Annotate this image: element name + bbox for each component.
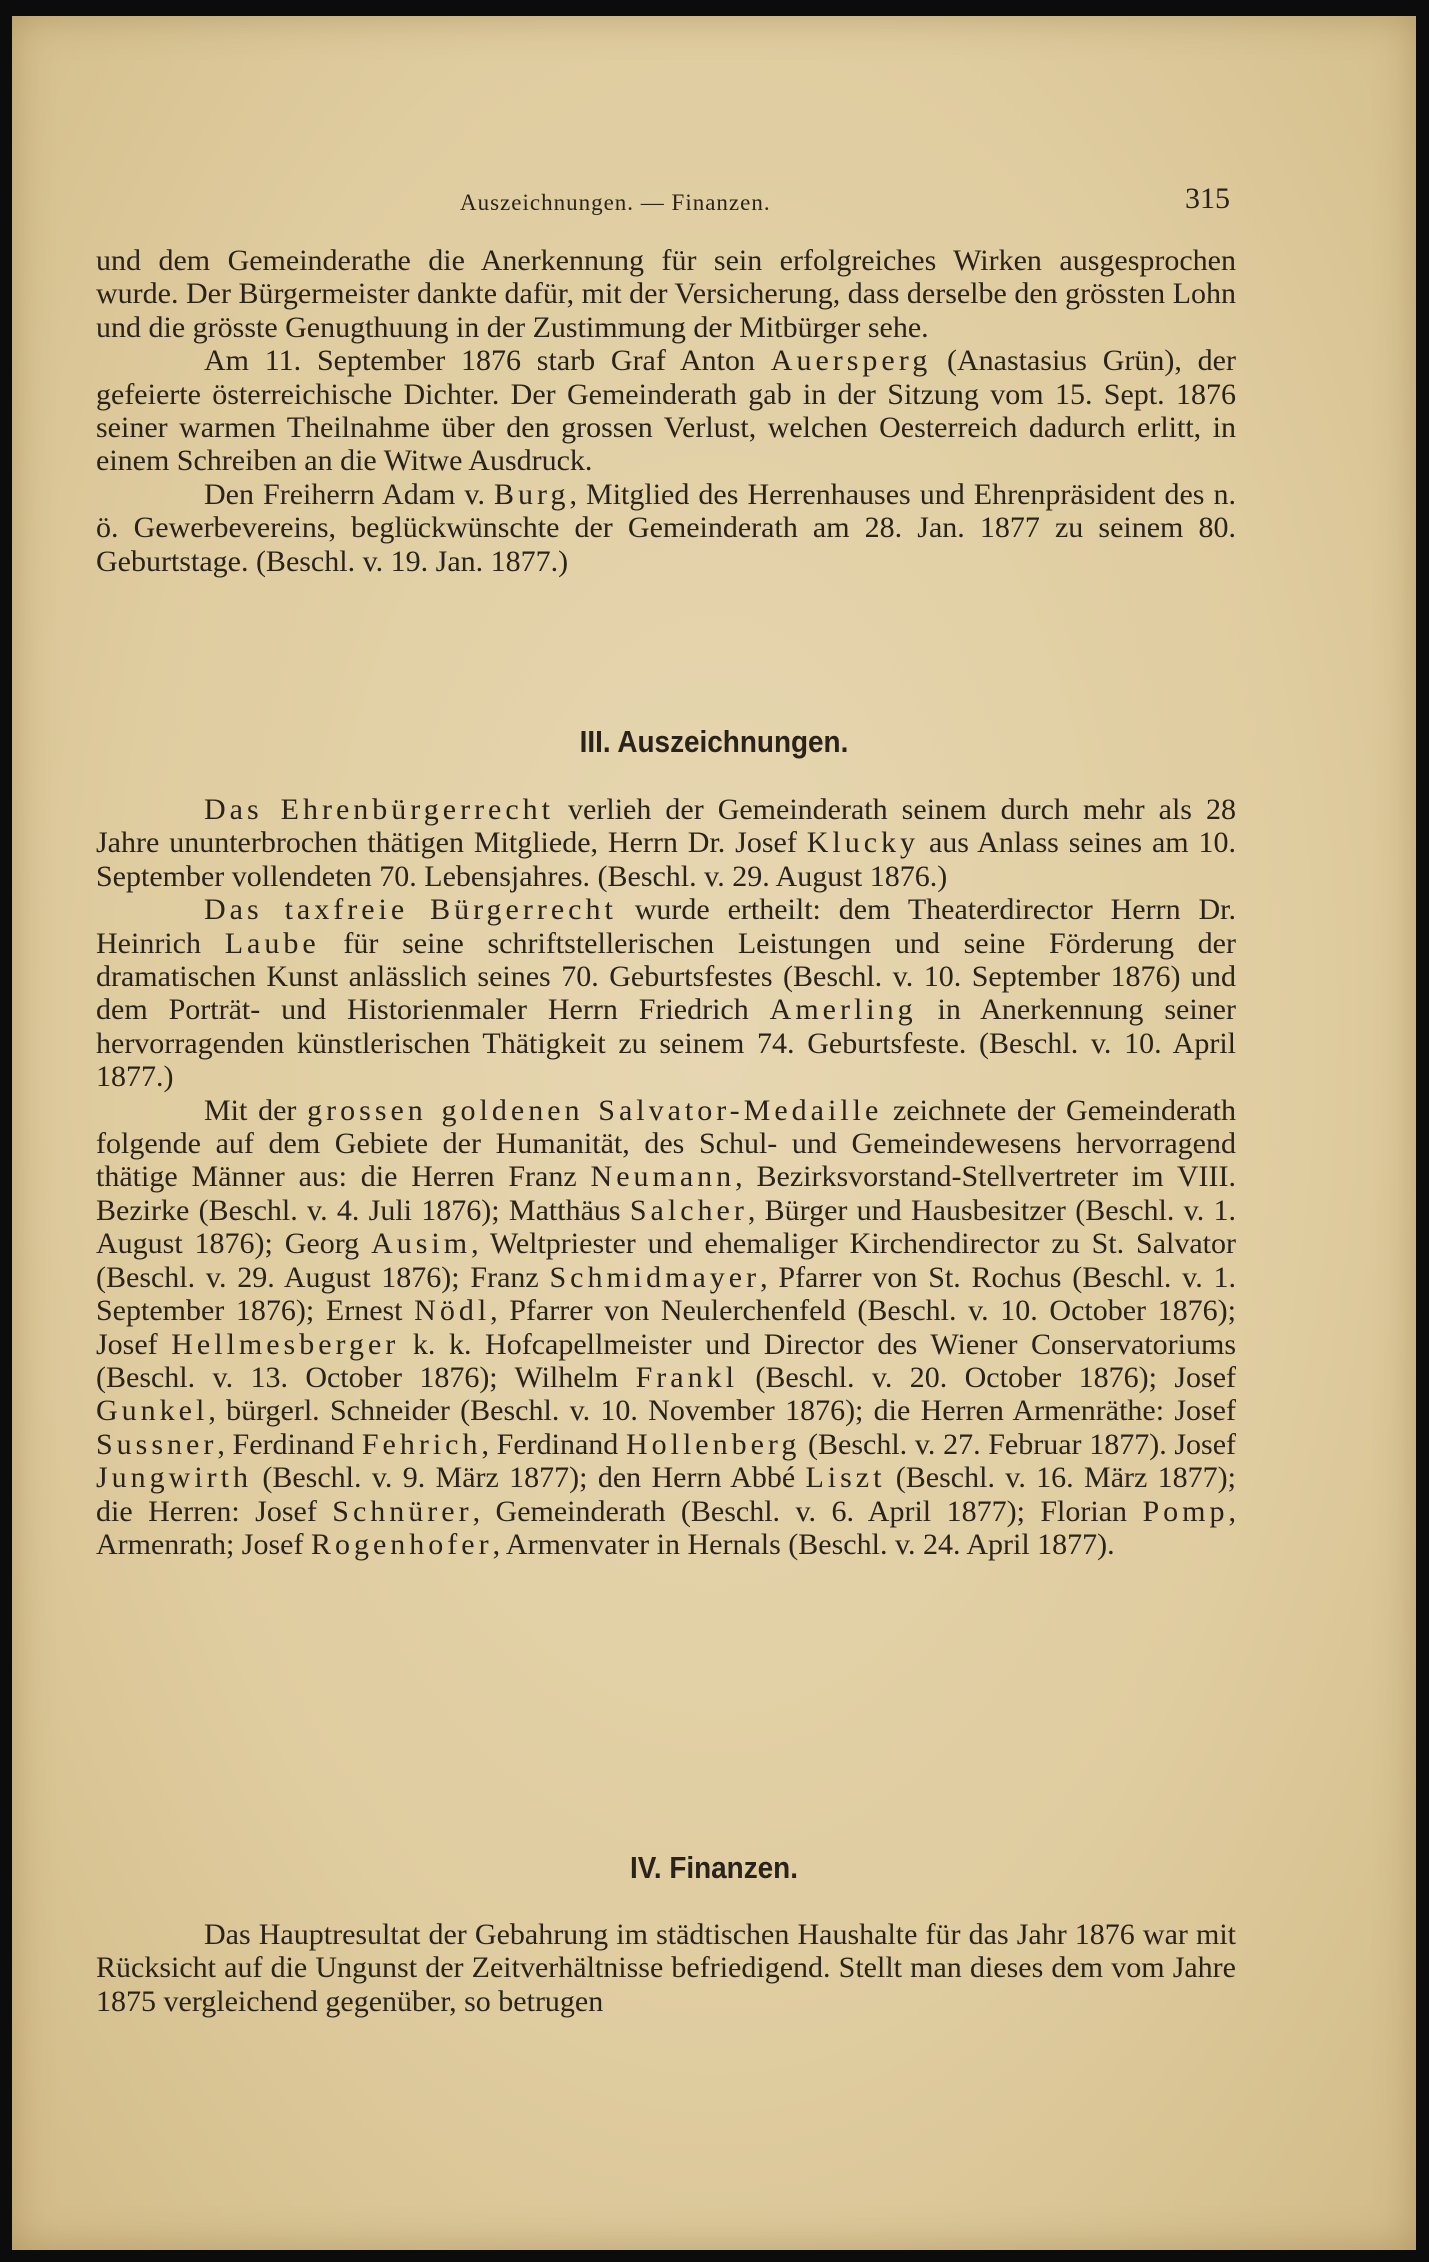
text-run: , Weltpriester und ehemaliger Kirchendirector zu St. Salvator (Beschl. v. 29. August 1876); Franz (96, 1227, 1236, 1294)
text-run: , Armenvater in Hernals (Beschl. v. 24. April 1877). (492, 1527, 1115, 1561)
text-run: , bürgerl. Schneider (Beschl. v. 10. November 1876); die Herren Armenräthe: Josef (208, 1394, 1236, 1428)
paragraph (96, 1918, 1236, 2018)
spaced-name: Schmidmayer (549, 1260, 761, 1294)
spaced-name: Das Ehrenbürgerrecht (204, 793, 555, 826)
text-run: , Ferdinand (481, 1427, 626, 1461)
spaced-name: Hollenberg (625, 1427, 801, 1461)
spaced-name: Schnürer (332, 1494, 473, 1528)
text-run: , Ferdinand (217, 1427, 362, 1461)
text-run: (Beschl. v. 9. März 1877); den Herrn Abbé (252, 1461, 806, 1495)
text-run: , Gemeinderath (Beschl. v. 6. April 1877); Florian (472, 1494, 1143, 1528)
text-run: und dem Gemeinderathe die Anerkennung für sein erfolgreiches Wirken ausgesprochen wurde. Der Bürgermeister dankte dafür, mit der Versicherung, dass derselbe den grössten Lohn und die grösste Genugthuung in der Zustimmung der Mitbürger sehe. (96, 244, 1236, 344)
text-run: k. k. Hofcapellmeister und Director des Wiener Conservatoriums (Beschl. v. 13. October 1876); Wilhelm (96, 1327, 1237, 1394)
spaced-name: Salcher (629, 1193, 748, 1227)
spaced-name: Laube (224, 926, 320, 960)
text-run: , Bezirksvorstand-Stellvertreter im VIII. Bezirke (Beschl. v. 4. Juli 1876); Matthäus (96, 1160, 1236, 1227)
text-run: verlieh der Gemeinderath seinem durch mehr als 28 Jahre ununterbrochen thätigen Mitgliede, Herrn Dr. Josef (96, 793, 1237, 860)
text-run: Mit der (204, 1093, 308, 1127)
page-header (12, 182, 1416, 222)
text-run: (Beschl. v. 16. März 1877); die Herren: Josef (96, 1461, 1236, 1528)
spaced-name: Frankl (635, 1360, 738, 1394)
text-run: Den Freiherrn Adam v. (204, 477, 495, 511)
text-block-finanzen (96, 1918, 1236, 2018)
spaced-name: Neumann (590, 1160, 736, 1194)
spaced-name: Sussner (96, 1427, 218, 1461)
page-number: 315 (1185, 182, 1230, 215)
spaced-name: Amerling (769, 993, 917, 1027)
text-run: Das Hauptresultat der Gebahrung im städtischen Haushalte für das Jahr 1876 war mit Rücksicht auf die Ungunst der Zeitverhältnisse befriedigend. Stellt man dieses dem vom Jahre 1875 vergleichend gegenüber, so betrugen (96, 1918, 1236, 2018)
spaced-name: grossen goldenen Salvator-Medaille (307, 1093, 883, 1127)
paragraph (96, 1094, 1236, 1562)
paragraph (96, 344, 1236, 478)
spaced-name: Rogenhofer (310, 1527, 493, 1561)
spaced-name: Nödl (414, 1294, 491, 1328)
text-run: , Pfarrer von Neulerchenfeld (Beschl. v. 10. October 1876); Josef (96, 1294, 1236, 1361)
text-run: für seine schriftstellerischen Leistungen und seine Förderung der dramatischen Kunst anlässlich seines 70. Geburtsfestes (Beschl. v. 10. September 1876) und dem Porträt- und Historienmaler Herrn Friedrich (96, 926, 1236, 1027)
text-run: (Beschl. v. 27. Februar 1877). Josef (800, 1427, 1237, 1461)
spaced-name: Auersperg (770, 344, 932, 378)
paragraph (96, 793, 1236, 893)
running-title: Auszeichnungen. — Finanzen. (460, 190, 771, 215)
text-run: (Beschl. v. 20. October 1876); Josef (737, 1360, 1236, 1394)
paragraph (96, 244, 1236, 344)
text-run: aus Anlass seines am 10. September vollendeten 70. Lebensjahres. (Beschl. v. 29. August 1876.) (96, 826, 1236, 893)
section-heading-finanzen: IV. Finanzen. (630, 1850, 798, 1885)
spaced-name: Burg (494, 477, 570, 511)
text-block-intro (96, 244, 1236, 578)
spaced-name: Ausim (371, 1227, 472, 1261)
spaced-name: Hellmesberger (171, 1327, 400, 1361)
book-page (12, 16, 1416, 2250)
spaced-name: Gunkel (96, 1394, 209, 1428)
text-run: , Mitglied des Herrenhauses und Ehrenpräsident des n. ö. Gewerbevereins, beglückwünschte der Gemeinderath am 28. Jan. 1877 zu seinem 80. Geburtstage. (Beschl. v. 19. Jan. 1877.) (96, 477, 1236, 578)
spaced-name: Fehrich (361, 1427, 482, 1461)
spaced-name: Liszt (805, 1461, 886, 1495)
paragraph (96, 478, 1236, 578)
text-run: , Bürger und Hausbesitzer (Beschl. v. 1. August 1876); Georg (96, 1193, 1236, 1261)
text-run: zeichnete der Gemeinderath folgende auf dem Gebiete der Humanität, des Schul- und Gemeindewesens hervorragend thätige Männer aus: die Herren Franz (96, 1093, 1236, 1194)
text-run: (Anastasius Grün), der gefeierte österreichische Dichter. Der Gemeinderath gab in der Sitzung vom 15. Sept. 1876 seiner warmen Theilnahme über den grossen Verlust, welchen Oesterreich dadurch erlitt, in einem Schreiben an die Witwe Ausdruck. (96, 344, 1236, 478)
text-run: Am 11. September 1876 starb Graf Anton (204, 344, 771, 378)
text-run: wurde ertheilt: dem Theaterdirector Herrn Dr. Heinrich (96, 893, 1236, 960)
text-run: , Pfarrer von St. Rochus (Beschl. v. 1. September 1876); Ernest (96, 1260, 1236, 1328)
spaced-name: Pomp (1142, 1494, 1229, 1528)
text-run: , Armenrath; Josef (96, 1494, 1236, 1561)
spaced-name: Jungwirth (96, 1461, 252, 1495)
text-run: in Anerkennung seiner hervorragenden künstlerischen Thätigkeit zu seinem 74. Geburtsfeste. (Beschl. v. 10. April 1877.) (96, 993, 1236, 1094)
section-heading-auszeichnungen: III. Auszeichnungen. (579, 724, 849, 759)
text-block-auszeichnungen (96, 793, 1236, 1561)
spaced-name: Klucky (806, 826, 920, 860)
spaced-name: Das taxfreie Bürgerrecht (204, 893, 617, 927)
paragraph (96, 893, 1236, 1093)
